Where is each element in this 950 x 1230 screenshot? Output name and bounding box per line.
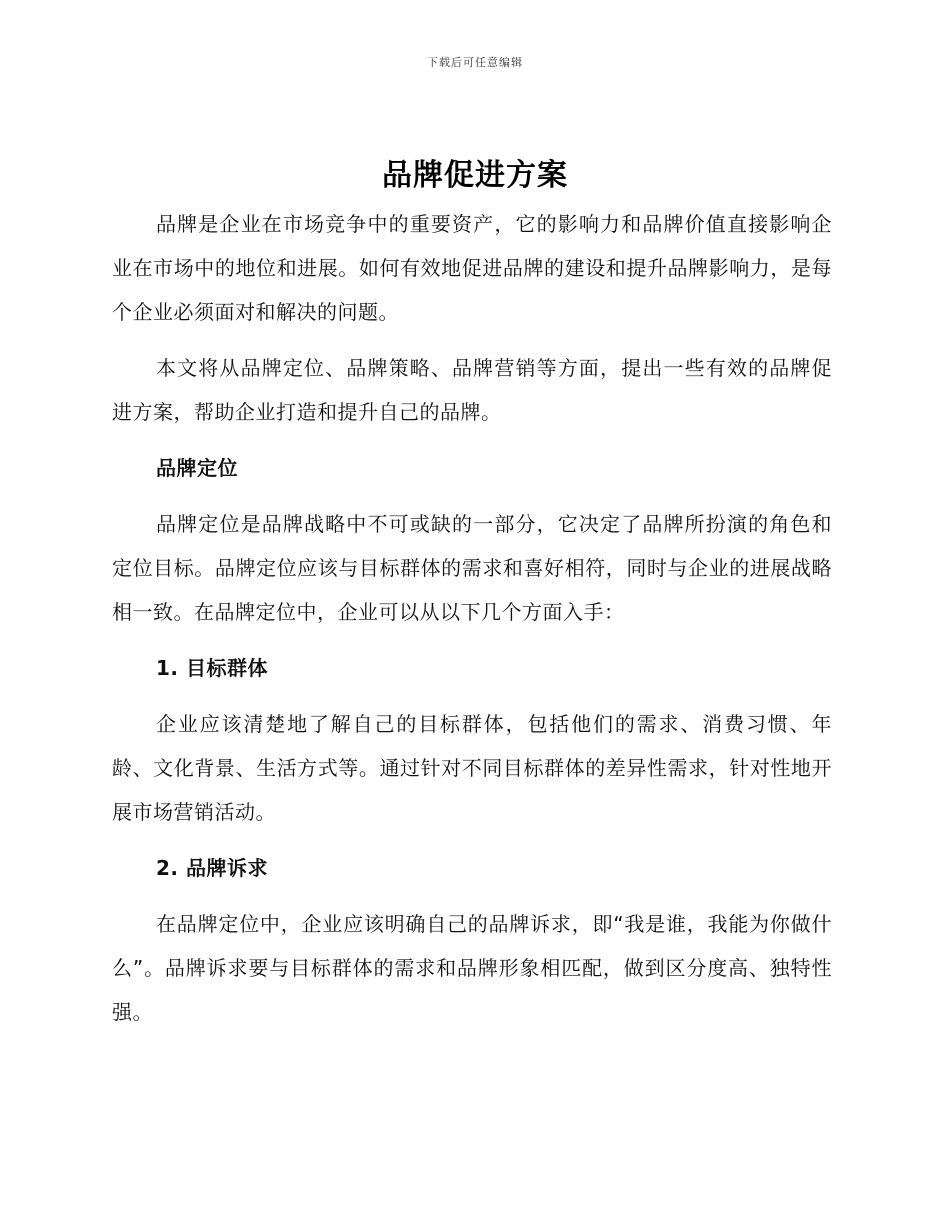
paragraph-brand-appeal: 在品牌定位中，企业应该明确自己的品牌诉求，即“我是谁，我能为你做什么”。品牌诉求要与目标群体的需求和品牌形象相匹配，做到区分度高、独特性强。 [112, 912, 832, 1024]
section-heading-brand-positioning: 品牌定位 [156, 456, 238, 480]
section-paragraph-brand-positioning: 品牌定位是品牌战略中不可或缺的一部分，它决定了品牌所扮演的角色和定位目标。品牌定位应该与目标群体的需求和喜好相符，同时与企业的进展战略相一致。在品牌定位中，企业可以从以下几个方面入手： [112, 512, 832, 624]
page-header-note: 下载后可任意编辑 [427, 56, 523, 69]
document-body [112, 202, 832, 1034]
subheading-brand-appeal: 2. 品牌诉求 [156, 856, 268, 880]
intro-paragraph-2: 本文将从品牌定位、品牌策略、品牌营销等方面，提出一些有效的品牌促进方案，帮助企业打造和提升自己的品牌。 [112, 356, 832, 424]
paragraph-target-group: 企业应该清楚地了解自己的目标群体，包括他们的需求、消费习惯、年龄、文化背景、生活方式等。通过针对不同目标群体的差异性需求，针对性地开展市场营销活动。 [112, 712, 832, 824]
intro-paragraph-1: 品牌是企业在市场竞争中的重要资产，它的影响力和品牌价值直接影响企业在市场中的地位和进展。如何有效地促进品牌的建设和提升品牌影响力，是每个企业必须面对和解决的问题。 [112, 212, 832, 324]
document-title: 品牌促进方案 [382, 158, 568, 193]
subheading-target-group: 1. 目标群体 [156, 656, 268, 680]
